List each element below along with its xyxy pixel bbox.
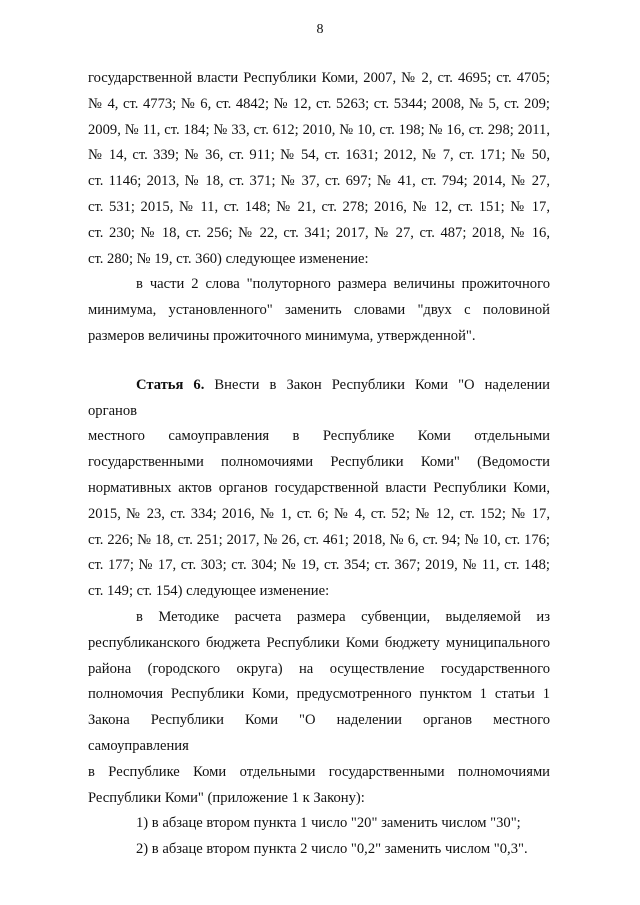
text-line: 2015, № 23, ст. 334; 2016, № 1, ст. 6; № 4, ст. 52; № 12, ст. 152; № 17, xyxy=(88,505,550,522)
article-6 xyxy=(88,373,550,605)
text-line: государственной власти Республики Коми, 2007, № 2, ст. 4695; ст. 4705; xyxy=(88,70,550,86)
text-line: республиканского бюджета Республики Коми бюджету муниципального xyxy=(88,634,550,651)
text-line: ст. 1146; 2013, № 18, ст. 371; № 37, ст. 697; № 41, ст. 794; 2014, № 27, xyxy=(88,173,550,190)
paragraph-amendment-sources xyxy=(88,66,550,272)
amendment-list xyxy=(88,811,550,863)
text-line: ст. 280; № 19, ст. 360) следующее изменение: xyxy=(88,250,369,267)
text-line: Внести в Закон Республики Коми "О наделении органов xyxy=(88,376,550,419)
text-line: Закона Республики Коми "О наделении органов местного самоуправления xyxy=(88,712,550,754)
text-line: полномочия Республики Коми, предусмотренного пунктом 1 статьи 1 xyxy=(88,686,550,703)
text-line: № 14, ст. 339; № 36, ст. 911; № 54, ст. 1631; 2012, № 7, ст. 171; № 50, xyxy=(88,147,550,164)
text-line: государственными полномочиями Республики Коми" (Ведомости xyxy=(88,454,550,471)
text-line: Республики Коми" (приложение 1 к Закону): xyxy=(88,789,365,806)
paragraph-change-wording xyxy=(88,272,550,349)
text-line: в части 2 слова "полуторного размера величины прожиточного xyxy=(136,276,550,293)
article-6-heading: Статья 6. xyxy=(136,376,205,393)
text-line: размеров величины прожиточного минимума, утвержденной". xyxy=(88,327,476,344)
text-line: ст. 230; № 18, ст. 256; № 22, ст. 341; 2017, № 27, ст. 487; 2018, № 16, xyxy=(88,224,550,241)
text-line: ст. 177; № 17, ст. 303; ст. 304; № 19, ст. 354; ст. 367; 2019, № 11, ст. 148; xyxy=(88,557,550,574)
text-line: ст. 149; ст. 154) следующее изменение: xyxy=(88,583,330,600)
paragraph-gap xyxy=(88,350,550,373)
list-item: 1) в абзаце втором пункта 1 число "20" заменить числом "30"; xyxy=(136,815,521,832)
text-line: минимума, установленного" заменить словами "двух с половиной xyxy=(88,302,550,319)
document-body xyxy=(88,66,550,863)
text-line: 2009, № 11, ст. 184; № 33, ст. 612; 2010, № 10, ст. 198; № 16, ст. 298; 2011, xyxy=(88,121,550,138)
text-line: ст. 226; № 18, ст. 251; 2017, № 26, ст. 461; 2018, № 6, ст. 94; № 10, ст. 176; xyxy=(88,531,550,548)
text-line: № 4, ст. 4773; № 6, ст. 4842; № 12, ст. 5263; ст. 5344; 2008, № 5, ст. 209; xyxy=(88,95,550,112)
text-line: в Методике расчета размера субвенции, выделяемой из xyxy=(136,608,550,625)
page-number: 8 xyxy=(316,22,324,37)
list-item: 2) в абзаце втором пункта 2 число "0,2" заменить числом "0,3". xyxy=(136,841,528,858)
article-6-first-line xyxy=(88,373,550,425)
text-line: ст. 531; 2015, № 11, ст. 148; № 21, ст. 278; 2016, № 12, ст. 151; № 17, xyxy=(88,198,550,215)
text-line: района (городского округа) на осуществление государственного xyxy=(88,660,550,677)
text-line: нормативных актов органов государственной власти Республики Коми, xyxy=(88,479,550,496)
paragraph-methodology xyxy=(88,605,550,811)
text-line: в Республике Коми отдельными государственными полномочиями xyxy=(88,763,550,780)
text-line: местного самоуправления в Республике Коми отдельными xyxy=(88,428,550,445)
